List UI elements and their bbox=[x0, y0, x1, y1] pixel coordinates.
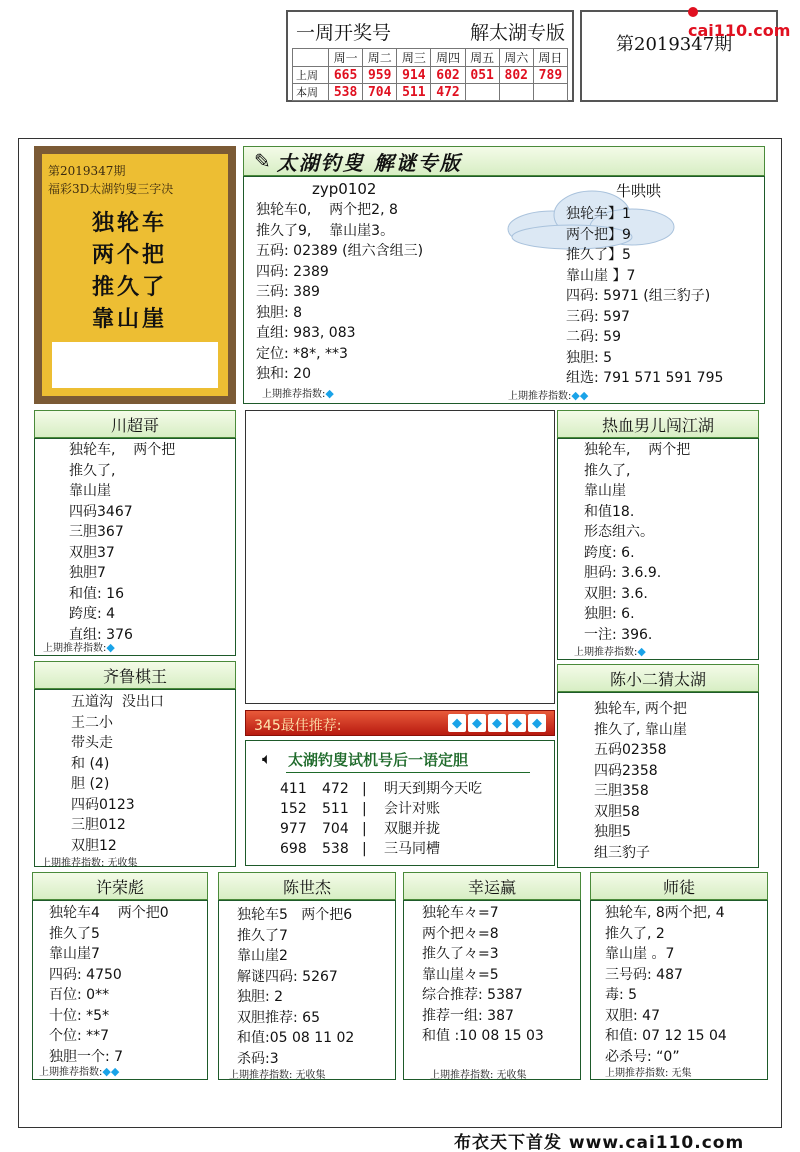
xingyunying-line: 综合推荐: 5387 bbox=[422, 987, 523, 1003]
chenxiaoer-line: 推久了, 靠山崖 bbox=[594, 721, 687, 738]
last-week-label: 上周 bbox=[293, 67, 329, 84]
xingyunying-line: 独轮车々=7 bbox=[422, 905, 499, 921]
xurongbiao-line: 靠山崖7 bbox=[49, 946, 100, 962]
draw-number: 051 bbox=[465, 67, 499, 84]
qilu-line: 五道沟 没出口 bbox=[71, 694, 164, 710]
rexue-line: 双胆: 3.6. bbox=[584, 585, 648, 602]
xurongbiao-line: 独轮车4 两个把0 bbox=[49, 905, 169, 921]
rexue-line: 推久了, bbox=[584, 462, 631, 479]
day-header: 周日 bbox=[533, 49, 567, 67]
xurongbiao-content bbox=[49, 903, 169, 1067]
xurongbiao-footer: 上期推荐指数:◆◆ bbox=[39, 1065, 120, 1078]
qilu-line: 四码0123 bbox=[71, 796, 135, 813]
xingyunying-footer: 上期推荐指数: 无收集 bbox=[430, 1070, 527, 1081]
best-pick-label: 345最佳推荐: bbox=[254, 718, 342, 734]
diamond-icon: ◆◆ bbox=[571, 389, 589, 402]
draw-number bbox=[465, 84, 499, 101]
diamond-icon: ◆ bbox=[508, 714, 526, 732]
qilu-line: 胆 (2) bbox=[71, 776, 110, 792]
chuanchaoge-line: 推久了, bbox=[69, 462, 116, 479]
chenxiaoer-panel bbox=[557, 692, 759, 868]
zyp-content bbox=[256, 200, 423, 385]
chuanchaoge-line: 三胆367 bbox=[69, 524, 124, 540]
rexue-content bbox=[584, 440, 690, 645]
chenxiaoer-line: 组三豹子 bbox=[594, 844, 650, 861]
weekly-title: 一周开奖号 bbox=[296, 22, 392, 44]
speaker-icon: 🔈︎ bbox=[262, 749, 272, 768]
chenshijie-footer: 上期推荐指数: 无收集 bbox=[229, 1070, 326, 1081]
trial-panel bbox=[245, 740, 555, 866]
draw-number: 665 bbox=[329, 67, 363, 84]
chenxiaoer-title: 陈小二猜太湖 bbox=[557, 664, 759, 692]
book-icon: ✎ bbox=[254, 149, 271, 173]
niuhonghong-name: 牛哄哄 bbox=[616, 182, 662, 200]
shitu-line: 推久了, 2 bbox=[605, 925, 665, 942]
chuanchaoge-panel bbox=[34, 438, 236, 656]
draw-number: 602 bbox=[431, 67, 465, 84]
chuanchaoge-line: 靠山崖 bbox=[69, 483, 111, 499]
chenxiaoer-line: 五码02358 bbox=[594, 742, 667, 758]
draw-table bbox=[292, 48, 568, 101]
day-header: 周四 bbox=[431, 49, 465, 67]
day-header: 周六 bbox=[499, 49, 533, 67]
rexue-line: 跨度: 6. bbox=[584, 544, 635, 561]
day-header: 周一 bbox=[329, 49, 363, 67]
chenshijie-panel bbox=[218, 900, 396, 1080]
zyp-line: 独胆: 8 bbox=[256, 304, 303, 321]
poster-line: 推久了 bbox=[92, 274, 168, 300]
shitu-line: 独轮车, 8两个把, 4 bbox=[605, 905, 725, 921]
shitu-line: 靠山崖 。7 bbox=[605, 946, 675, 962]
chenshijie-title: 陈世杰 bbox=[218, 872, 396, 900]
zyp-footer: 上期推荐指数:◆ bbox=[262, 387, 334, 400]
this-week-label: 本周 bbox=[293, 84, 329, 101]
xingyunying-title: 幸运赢 bbox=[403, 872, 581, 900]
qilu-line: 三胆012 bbox=[71, 817, 126, 833]
trial-title-underline bbox=[286, 772, 530, 773]
shitu-line: 三号码: 487 bbox=[605, 966, 683, 983]
xurongbiao-line: 推久了5 bbox=[49, 925, 100, 942]
chenxiaoer-line: 双胆58 bbox=[594, 803, 640, 820]
xingyunying-line: 推久了々=3 bbox=[422, 946, 499, 962]
niuhonghong-footer: 上期推荐指数:◆◆ bbox=[508, 389, 589, 402]
rexue-line: 一注: 396. bbox=[584, 626, 653, 643]
chuanchaoge-line: 四码3467 bbox=[69, 503, 133, 520]
draw-number: 959 bbox=[363, 67, 397, 84]
poster-subtitle: 福彩3D太湖钓叟三字决 bbox=[48, 182, 174, 196]
footer-watermark: 布衣天下首发 www.cai110.com bbox=[454, 1133, 745, 1152]
chenxiaoer-line: 四码2358 bbox=[594, 762, 658, 779]
niuhonghong-content bbox=[566, 204, 723, 389]
zyp-line: 五码: 02389 (组六含组三) bbox=[256, 243, 424, 259]
trial-rows bbox=[280, 779, 482, 859]
qilu-footer: 上期推荐指数: 无收集 bbox=[41, 858, 138, 869]
draw-number: 914 bbox=[397, 67, 431, 84]
day-header: 周二 bbox=[363, 49, 397, 67]
zyp-name: zyp0102 bbox=[312, 180, 377, 198]
day-header: 周五 bbox=[465, 49, 499, 67]
xingyunying-content bbox=[422, 903, 544, 1047]
chuanchaoge-content bbox=[69, 440, 175, 645]
chenshijie-line: 独胆: 2 bbox=[237, 989, 284, 1005]
draw-number: 789 bbox=[533, 67, 567, 84]
qilu-line: 王二小 bbox=[71, 714, 113, 731]
draw-number: 472 bbox=[431, 84, 465, 101]
rexue-panel bbox=[557, 438, 759, 660]
chenxiaoer-content bbox=[594, 699, 687, 863]
best-pick-bar bbox=[245, 710, 555, 736]
draw-number: 538 bbox=[329, 84, 363, 101]
shitu-line: 双胆: 47 bbox=[605, 1007, 660, 1024]
draw-number bbox=[533, 84, 567, 101]
niuhonghong-line: 靠山崖 】7 bbox=[566, 267, 636, 284]
niuhonghong-line: 二码: 59 bbox=[566, 329, 621, 345]
trial-title: 太湖钓叟试机号后一语定胆 bbox=[288, 751, 469, 769]
xurongbiao-line: 四码: 4750 bbox=[49, 966, 122, 983]
xurongbiao-panel bbox=[32, 900, 208, 1080]
qilu-line: 和 (4) bbox=[71, 755, 110, 772]
niuhonghong-line: 独胆: 5 bbox=[566, 349, 613, 366]
zyp-line: 推久了9, 靠山崖3。 bbox=[256, 222, 395, 239]
chenshijie-line: 双胆推荐: 65 bbox=[237, 1009, 320, 1026]
chenshijie-line: 独轮车5 两个把6 bbox=[237, 907, 353, 923]
chenxiaoer-line: 三胆358 bbox=[594, 783, 649, 799]
diamond-icon: ◆ bbox=[637, 645, 646, 658]
issue-number: 第2019347期 bbox=[616, 34, 733, 55]
banner bbox=[243, 146, 765, 176]
zyp-line: 独轮车0, 两个把2, 8 bbox=[256, 202, 398, 218]
xingyunying-line: 和值 :10 08 15 03 bbox=[422, 1028, 544, 1044]
chenshijie-line: 和值:05 08 11 02 bbox=[237, 1030, 355, 1046]
chenshijie-line: 解谜四码: 5267 bbox=[237, 968, 338, 985]
niuhonghong-line: 两个把】9 bbox=[566, 226, 631, 243]
diamond-icon: ◆ bbox=[106, 641, 115, 654]
draw-number: 802 bbox=[499, 67, 533, 84]
chenxiaoer-line: 独胆5 bbox=[594, 824, 631, 840]
niuhonghong-line: 推久了】5 bbox=[566, 247, 631, 263]
chuanchaoge-line: 独轮车, 两个把 bbox=[69, 442, 176, 458]
logo-icon bbox=[688, 7, 698, 17]
zyp-line: 独和: 20 bbox=[256, 366, 311, 382]
banner-title: 太湖钓叟 解谜专版 bbox=[276, 150, 462, 175]
qilu-line: 双胆12 bbox=[71, 837, 117, 854]
trial-row: 977 704 | 双腿并拢 bbox=[280, 821, 440, 837]
trial-row: 152 511 | 会计对账 bbox=[280, 801, 440, 817]
niuhonghong-line: 三码: 597 bbox=[566, 308, 630, 325]
draw-number bbox=[499, 84, 533, 101]
niuhonghong-line: 四码: 5971 (组三豹子) bbox=[566, 288, 711, 304]
zyp-panel bbox=[243, 176, 765, 404]
xurongbiao-line: 百位: 0** bbox=[49, 987, 110, 1003]
diamond-icon: ◆ bbox=[528, 714, 546, 732]
chuanchaoge-line: 双胆37 bbox=[69, 544, 115, 561]
qilu-content bbox=[71, 692, 164, 856]
poster-line: 靠山崖 bbox=[92, 306, 168, 332]
shitu-line: 必杀号: “0” bbox=[605, 1048, 680, 1065]
chenxiaoer-line: 独轮车, 两个把 bbox=[594, 701, 687, 717]
xingyunying-panel bbox=[403, 900, 581, 1080]
rating-gems bbox=[448, 714, 546, 732]
edition-title: 解太湖专版 bbox=[470, 22, 566, 44]
chenshijie-line: 杀码:3 bbox=[237, 1050, 279, 1067]
qilu-line: 带头走 bbox=[71, 735, 113, 751]
xurongbiao-line: 个位: **7 bbox=[49, 1028, 110, 1044]
diamond-icon: ◆ bbox=[448, 714, 466, 732]
diamond-icon: ◆◆ bbox=[102, 1065, 120, 1078]
rexue-line: 形态组六。 bbox=[584, 524, 654, 540]
chuanchaoge-line: 独胆7 bbox=[69, 565, 106, 581]
diamond-icon: ◆ bbox=[468, 714, 486, 732]
shitu-line: 毒: 5 bbox=[605, 987, 638, 1003]
rexue-line: 和值18. bbox=[584, 503, 635, 520]
draw-number: 704 bbox=[363, 84, 397, 101]
day-header: 周三 bbox=[397, 49, 431, 67]
zyp-line: 直组: 983, 083 bbox=[256, 325, 356, 341]
poster-issue: 第2019347期 bbox=[48, 164, 126, 178]
shitu-content bbox=[605, 903, 727, 1067]
chuanchaoge-line: 跨度: 4 bbox=[69, 606, 116, 622]
zyp-line: 定位: *8*, **3 bbox=[256, 345, 348, 362]
rexue-footer: 上期推荐指数:◆ bbox=[574, 645, 646, 658]
rexue-title: 热血男儿闯江湖 bbox=[557, 410, 759, 438]
niuhonghong-line: 独轮车】1 bbox=[566, 206, 631, 222]
chenshijie-content bbox=[237, 905, 354, 1069]
center-blank-panel bbox=[245, 410, 555, 704]
chuanchaoge-title: 川超哥 bbox=[34, 410, 236, 438]
chenshijie-line: 推久了7 bbox=[237, 927, 288, 944]
qilu-title: 齐鲁棋王 bbox=[34, 661, 236, 689]
poster bbox=[34, 146, 236, 404]
qilu-panel bbox=[34, 689, 236, 867]
poster-line: 两个把 bbox=[92, 242, 168, 268]
shitu-line: 和值: 07 12 15 04 bbox=[605, 1028, 727, 1044]
rexue-line: 独轮车, 两个把 bbox=[584, 442, 691, 458]
xingyunying-line: 推荐一组: 387 bbox=[422, 1007, 514, 1024]
xingyunying-line: 两个把々=8 bbox=[422, 925, 499, 942]
poster-blank-box bbox=[52, 342, 218, 388]
site-name: cai110.com bbox=[688, 21, 791, 40]
draw-results-header bbox=[286, 10, 574, 102]
diamond-icon: ◆ bbox=[488, 714, 506, 732]
chuanchaoge-footer: 上期推荐指数:◆ bbox=[43, 641, 115, 654]
xurongbiao-title: 许荣彪 bbox=[32, 872, 208, 900]
poster-line: 独轮车 bbox=[92, 210, 168, 236]
shitu-panel bbox=[590, 900, 768, 1080]
zyp-line: 四码: 2389 bbox=[256, 263, 329, 280]
draw-number: 511 bbox=[397, 84, 431, 101]
xurongbiao-line: 独胆一个: 7 bbox=[49, 1048, 124, 1065]
niuhonghong-line: 组选: 791 571 591 795 bbox=[566, 370, 724, 386]
rexue-line: 胆码: 3.6.9. bbox=[584, 565, 662, 581]
chuanchaoge-line: 和值: 16 bbox=[69, 585, 124, 602]
trial-row: 411 472 | 明天到期今天吃 bbox=[280, 781, 482, 797]
chenshijie-line: 靠山崖2 bbox=[237, 948, 288, 964]
shitu-footer: 上期推荐指数: 无集 bbox=[605, 1068, 692, 1079]
xingyunying-line: 靠山崖々=5 bbox=[422, 966, 499, 983]
rexue-line: 独胆: 6. bbox=[584, 606, 635, 622]
rexue-line: 靠山崖 bbox=[584, 483, 626, 499]
diamond-icon: ◆ bbox=[325, 387, 334, 400]
xurongbiao-line: 十位: *5* bbox=[49, 1007, 110, 1024]
shitu-title: 师徒 bbox=[590, 872, 768, 900]
zyp-line: 三码: 389 bbox=[256, 284, 320, 300]
chuanchaoge-line: 直组: 376 bbox=[69, 626, 133, 643]
site-logo bbox=[688, 2, 800, 40]
trial-row: 698 538 | 三马同槽 bbox=[280, 841, 440, 857]
